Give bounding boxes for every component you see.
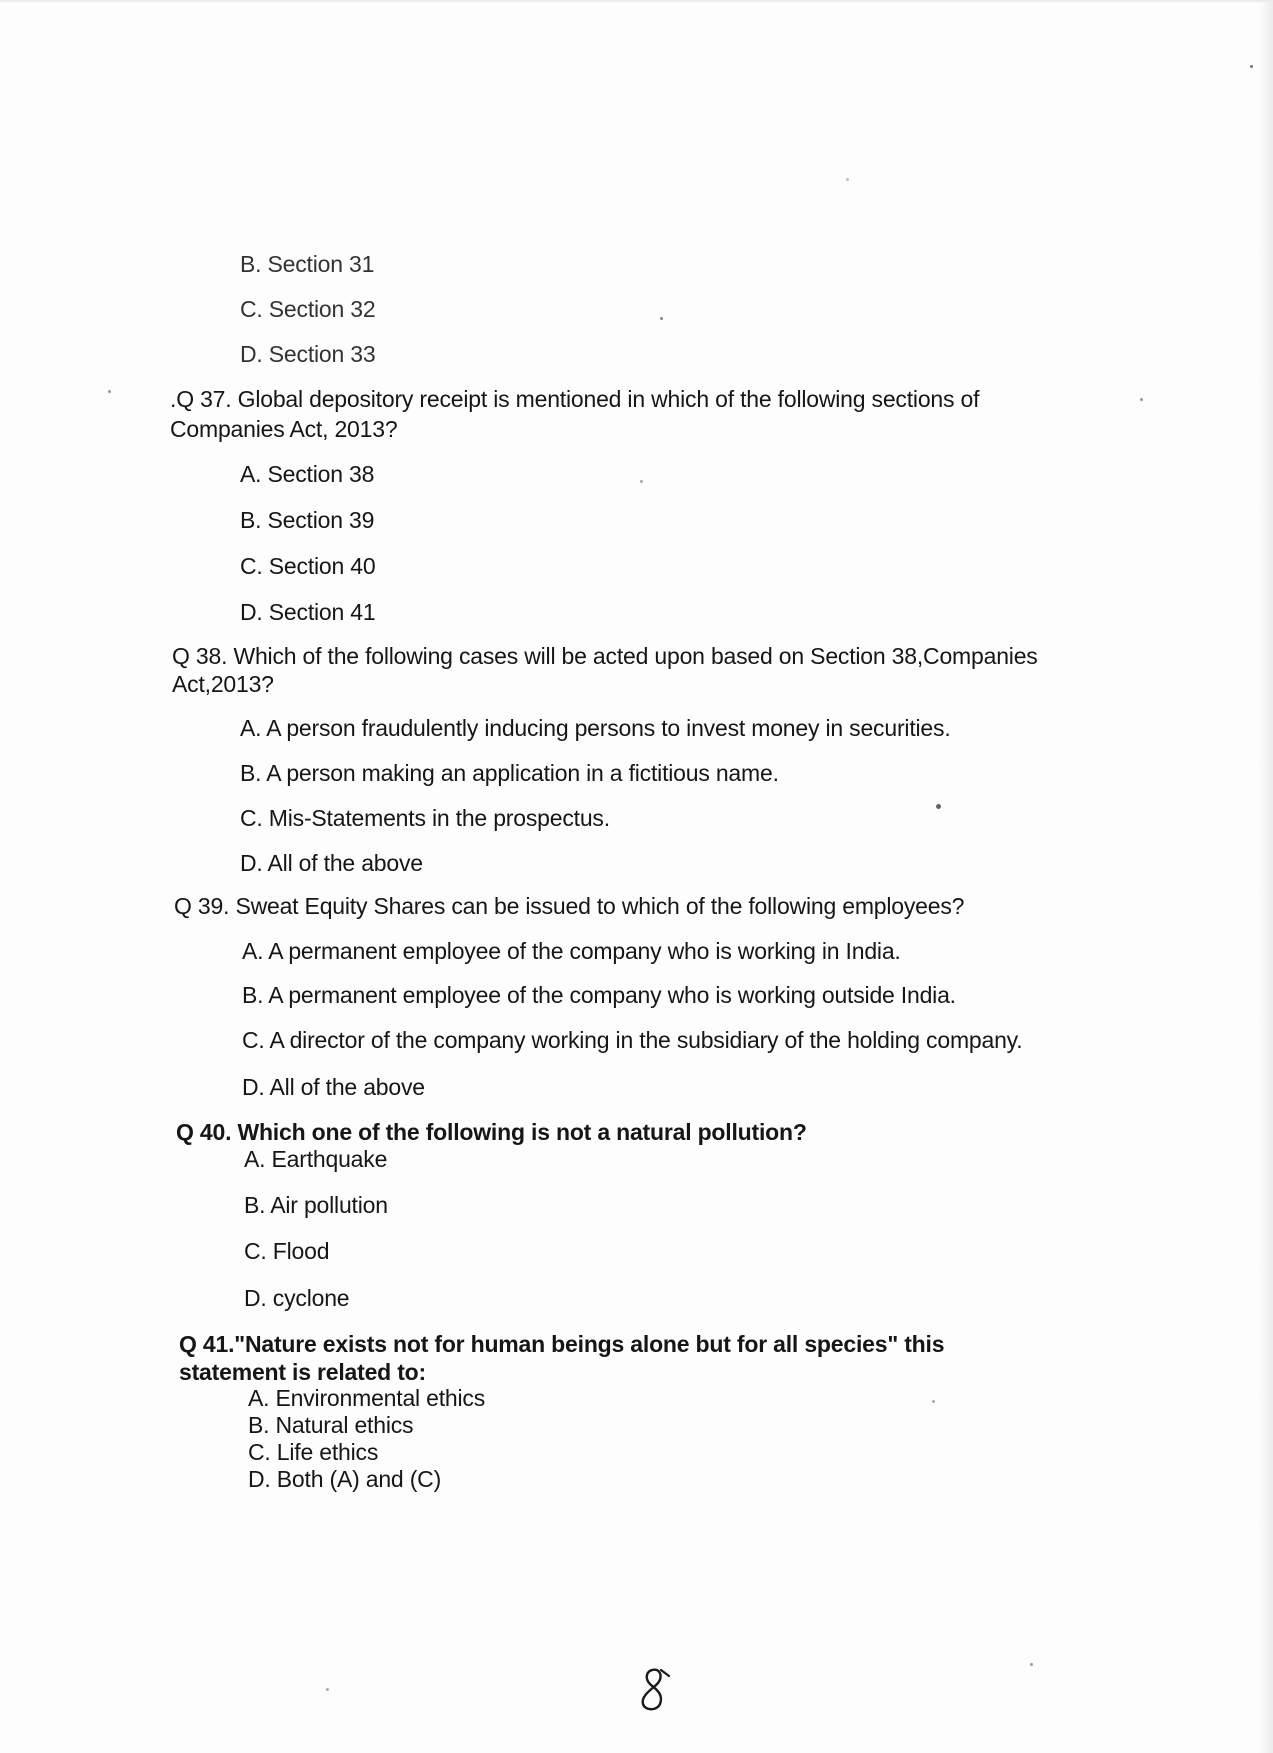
scan-speck: [1140, 398, 1143, 401]
option-item: A. A person fraudulently inducing persons to invest money in securities.: [240, 715, 951, 741]
question-text: .Q 37. Global depository receipt is mentioned in which of the following sections of: [170, 386, 980, 412]
scan-speck: [640, 480, 643, 483]
option-item: D. All of the above: [242, 1074, 425, 1100]
option-item: C. A director of the company working in the subsidiary of the holding company.: [242, 1027, 1023, 1053]
scan-speck: [326, 1688, 329, 1691]
option-item: D. cyclone: [244, 1285, 350, 1311]
option-item: D. All of the above: [240, 850, 423, 876]
question-text: Act,2013?: [172, 671, 274, 697]
option-item: C. Section 32: [240, 296, 376, 322]
question-text: Q 41."Nature exists not for human beings alone but for all species" this: [179, 1331, 945, 1357]
option-item: A. A permanent employee of the company who is working in India.: [242, 938, 901, 964]
option-item: A. Section 38: [240, 461, 375, 487]
option-item: B. Section 31: [240, 251, 375, 277]
option-item: C. Life ethics: [248, 1439, 379, 1465]
question-text: Q 40. Which one of the following is not a natural pollution?: [176, 1119, 807, 1145]
option-item: B. A permanent employee of the company who is working outside India.: [242, 982, 956, 1008]
option-item: C. Mis-Statements in the prospectus.: [240, 805, 610, 831]
option-item: C. Flood: [244, 1238, 330, 1264]
option-item: B. Natural ethics: [248, 1412, 414, 1438]
scan-speck: [936, 804, 941, 809]
option-item: D. Section 33: [240, 341, 376, 367]
option-item: A. Environmental ethics: [248, 1385, 486, 1411]
option-item: B. Air pollution: [244, 1192, 388, 1218]
option-item: D. Both (A) and (C): [248, 1466, 442, 1492]
option-item: C. Section 40: [240, 553, 376, 579]
handwritten-page-number: [633, 1664, 677, 1714]
option-item: B. Section 39: [240, 507, 375, 533]
question-text: Companies Act, 2013?: [170, 416, 398, 442]
scan-speck: [660, 317, 663, 320]
scan-speck: [1030, 1663, 1033, 1666]
question-text: Q 39. Sweat Equity Shares can be issued to which of the following employees?: [174, 893, 965, 919]
question-text: statement is related to:: [179, 1359, 426, 1385]
scan-speck: [1250, 65, 1253, 68]
scan-speck: [932, 1400, 935, 1403]
scan-edge-right: [1259, 0, 1273, 1753]
scan-speck: [846, 178, 849, 181]
option-item: D. Section 41: [240, 599, 376, 625]
question-text: Q 38. Which of the following cases will be acted upon based on Section 38,Companies: [172, 643, 1038, 669]
scan-edge-top: [0, 0, 1273, 3]
option-item: A. Earthquake: [244, 1146, 388, 1172]
option-item: B. A person making an application in a fictitious name.: [240, 760, 779, 786]
scan-speck: [108, 390, 111, 393]
